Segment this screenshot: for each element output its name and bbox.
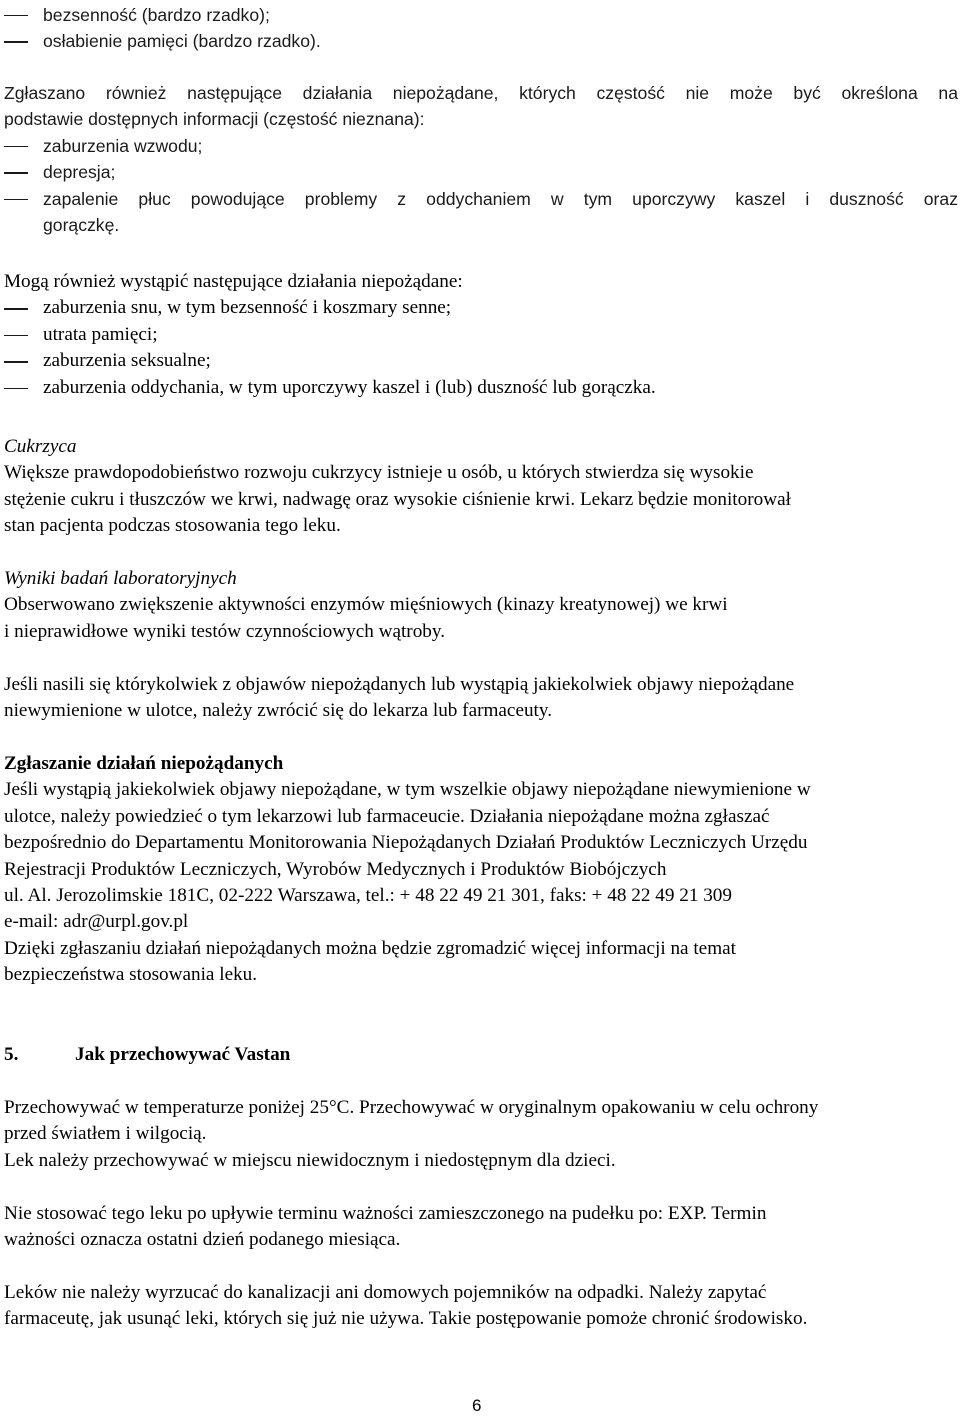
paragraph-frequency-unknown: Zgłaszano również następujące działania niepożądane, których częstość nie może być określona na podstawie dostępnych informacji (częstość nieznana): zaburzenia wzwodu; depresja; zapalenie płuc powodujące problemy z oddychaniem w tym uporczywy kaszel i duszność oraz gorączkę. bbox=[4, 80, 958, 238]
subheading: Zgłaszanie działań niepożądanych bbox=[4, 753, 284, 774]
section-title: Jak przechowywać Vastan bbox=[75, 1044, 291, 1065]
subheading: Wyniki badań laboratoryjnych bbox=[4, 568, 237, 589]
storage-paragraph-2: Nie stosować tego leku po upływie terminu ważności zamieszczonego na pudełku po: EXP. Termin ważności oznacza ostatni dzień podanego miesiąca. bbox=[4, 1203, 767, 1251]
section-5-heading bbox=[4, 1042, 958, 1068]
section-reporting: Zgłaszanie działań niepożądanych Jeśli wystąpią jakiekolwiek objawy niepożądane, w tym wszelkie objawy niepożądane niewymienione w ulotce, należy powiedzieć o tym lekarzowi lub farmaceucie. Działania niepożądane można zgłaszać bezpośrednio do Departamentu Monitorowania Niepożądanych Działań Produktów Leczniczych Urzędu Rejestracji Produktów Leczniczych, Wyrobów Medycznych i Produktów Biobójczych ul. Al. Jerozolimskie 181C, 02-222 Warszawa, tel.: + 48 22 49 21 301, faks: + 48 22 49 21 309 e-mail: adr@urpl.gov.pl Dzięki zgłaszaniu działań niepożądanych można będzie zgromadzić więcej informacji na temat bezpieczeństwa stosowania leku. bbox=[4, 751, 958, 989]
list-item: bezsenność (bardzo rzadko); bbox=[43, 5, 270, 25]
list-item: zaburzenia snu, w tym bezsenność i koszmary senne; bbox=[43, 297, 452, 319]
list-item: utrata pamięci; bbox=[43, 323, 158, 345]
section-cukrzyca: Cukrzyca Większe prawdopodobieństwo rozwoju cukrzycy istnieje u osób, u których stwierdza się wysokie stężenie cukru i tłuszczów we krwi, nadwagę oraz wysokie ciśnienie krwi. Lekarz będzie monitorował stan pacjenta podczas stosowania tego leku. bbox=[4, 434, 958, 540]
paragraph-may-occur: Mogą również wystąpić następujące działania niepożądane: zaburzenia snu, w tym bezsenność i koszmary senne; utrata pamięci; zaburzenia seksualne; zaburzenia oddychania, w tym uporczywy kaszel i (lub) duszność lub gorączka. bbox=[4, 269, 958, 401]
list-top bbox=[4, 2, 958, 55]
paragraph-consult: Jeśli nasili się którykolwiek z objawów niepożądanych lub wystąpią jakiekolwiek objawy niepożądane niewymienione w ulotce, należy zwrócić się do lekarza lub farmaceuty. bbox=[4, 674, 795, 722]
section-number: 5. bbox=[4, 1044, 19, 1065]
list-item: zaburzenia wzwodu; bbox=[43, 135, 203, 156]
list-item: zaburzenia seksualne; bbox=[43, 350, 211, 372]
list-item: osłabienie pamięci (bardzo rzadko). bbox=[43, 31, 321, 52]
section-lab-results: Wyniki badań laboratoryjnych Obserwowano zwiększenie aktywności enzymów mięśniowych (kinazy kreatynowej) we krwi i nieprawidłowe wyniki testów czynnościowych wątroby. bbox=[4, 566, 958, 645]
storage-paragraph-1: Przechowywać w temperaturze poniżej 25°C. Przechowywać w oryginalnym opakowaniu w celu ochrony przed światłem i wilgocią. Lek należy przechowywać w miejscu niewidocznym i niedostępnym dla dzieci. bbox=[4, 1097, 819, 1171]
storage-paragraph-3: Leków nie należy wyrzucać do kanalizacji ani domowych pojemników na odpadki. Należy zapytać farmaceutę, jak usunąć leki, których się już nie używa. Takie postępowanie pomoże chronić środowisko. bbox=[4, 1282, 808, 1330]
list-item: zaburzenia oddychania, w tym uporczywy kaszel i (lub) duszność lub gorączka. bbox=[43, 376, 656, 398]
email-address: e-mail: adr@urpl.gov.pl bbox=[4, 911, 189, 933]
list-item-continuation: gorączkę. bbox=[43, 215, 120, 236]
subheading: Cukrzyca bbox=[4, 436, 77, 457]
list-item: depresja; bbox=[43, 162, 116, 183]
page-number: 6 bbox=[472, 1396, 482, 1415]
list-item: zapalenie płuc powodujące problemy z oddychaniem w tym uporczywy kaszel i duszność oraz bbox=[43, 188, 958, 209]
